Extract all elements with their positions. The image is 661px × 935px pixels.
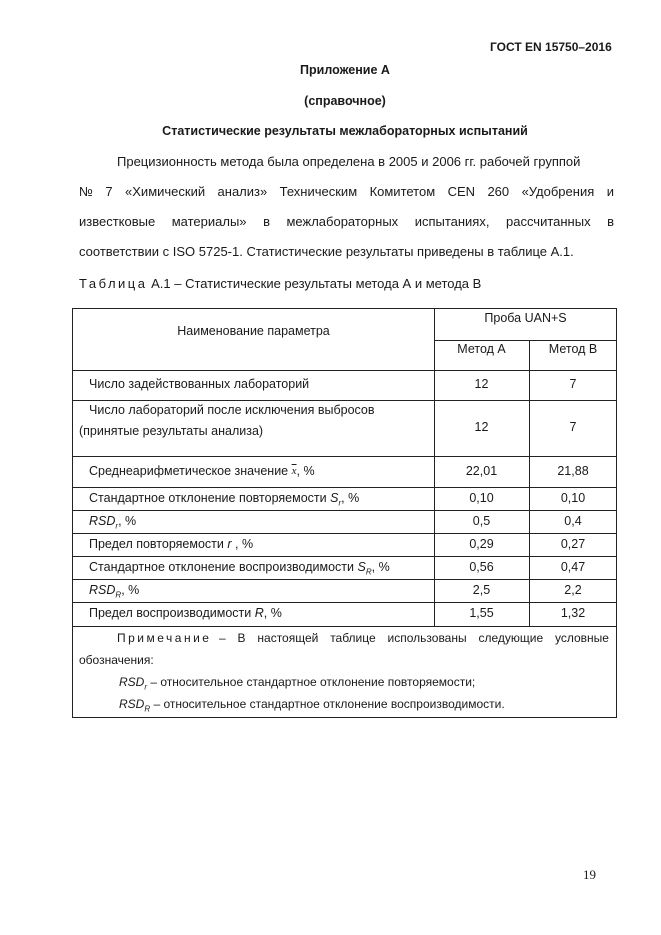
word: 260 [487,184,510,199]
results-table [72,308,617,718]
row-value-b: 21,88 [557,463,589,478]
word: известковые [79,214,156,229]
divider [73,456,617,457]
row-value-a: 12 [474,377,489,391]
intro-line-2 [79,177,614,207]
note-label: Примечание [117,631,212,645]
divider [73,626,617,627]
divider [73,602,617,603]
row-param: $RSD_r$, % [89,513,137,530]
row-value-a: 0,29 [469,536,494,551]
row-value-b: 0,27 [560,536,586,551]
intro-line-1: Прецизионность метода была определена в 2005 и 2006 гг. рабочей группой [117,154,581,169]
word: материалы» [171,214,247,229]
note-definition-2: $RSD_R$ – относительное стандартное отклонение воспроизводимости. [119,697,505,714]
row-value-a: 0,5 [472,513,491,528]
word: и [606,184,614,199]
row-value-a: 0,10 [469,490,494,505]
row-value-a: 0,56 [469,559,494,574]
appendix-heading: Статистические результаты межлабораторных испытаний [162,124,528,138]
row-value-b: 0,10 [560,490,586,505]
method-b-header: Метод В [548,342,598,356]
word: использованы [387,631,467,645]
word: В [237,631,246,645]
divider [73,510,617,511]
row-value-b: 7 [569,377,577,391]
row-param: Стандартное отклонение повторяемости $S_r$, % [89,490,360,507]
word: анализ» [217,184,268,199]
table-caption-text: А.1 – Статистические результаты метода А и метода В [147,276,482,291]
divider [73,533,617,534]
note-definition-1: $RSD_r$ – относительное стандартное отклонение повторяемости; [119,675,476,692]
row-value-a: 22,01 [465,463,498,478]
divider [73,556,617,557]
word: испытаниях, [414,214,490,229]
row-param: $RSD_R$, % [89,582,140,599]
row-value-b: 2,2 [564,582,582,597]
word: Комитетом [369,184,436,199]
row-value-b: 7 [569,420,577,434]
divider [434,340,617,341]
intro-line-4: соответствии с ISO 5725-1. Статистические результаты приведены в таблице А.1. [79,244,574,259]
row-param: Число задействованных лабораторий [89,377,310,391]
divider [73,370,617,371]
word: «Удобрения [521,184,595,199]
row-param: Предел воспроизводимости R, % [89,606,282,620]
word: в [607,214,614,229]
row-value-b: 0,47 [560,559,586,574]
row-value-b: 1,32 [560,606,586,620]
word: в [263,214,270,229]
row-value-a: 2,5 [472,582,491,597]
row-value-a: 12 [474,420,489,434]
word: таблице [330,631,376,645]
appendix-subtitle: (справочное) [304,94,386,108]
row-param: Предел повторяемости r , % [89,536,254,551]
word: «Химический [125,184,206,199]
divider [73,579,617,580]
row-value-b: 0,4 [564,513,582,528]
sample-header: Проба UAN+S [484,311,567,325]
intro-line-3 [79,207,614,237]
intro-paragraph [79,147,614,267]
table-caption [79,276,481,291]
word: условные [554,631,609,645]
word: настоящей [257,631,319,645]
word: рассчитанных [505,214,591,229]
standard-code: ГОСТ EN 15750–2016 [490,40,612,54]
table-caption-label: Таблица [79,276,148,291]
word: 7 [105,184,113,199]
appendix-title: Приложение А [300,63,390,77]
row-param: Среднеарифметическое значение $\overline{x}$, % [89,463,315,478]
row-param: Число лабораторий после исключения выбросов (принятые результаты анализа) [79,403,375,438]
word: межлабораторных [286,214,399,229]
row-param: Стандартное отклонение воспроизводимости $S_R$, % [89,559,390,576]
word: № [79,184,93,199]
word: CEN [447,184,476,199]
word: следующие [478,631,544,645]
table-note-line-2: обозначения: [79,653,154,667]
param-header: Наименование параметра [177,324,330,338]
word: – [219,631,226,645]
divider [73,400,617,401]
table-note-line-1 [79,631,609,645]
divider [73,487,617,488]
page-number: 19 [583,867,596,882]
note-words [219,631,609,645]
word: Техническим [279,184,358,199]
method-a-header: Метод А [457,342,506,356]
row-value-a: 1,55 [469,606,494,620]
